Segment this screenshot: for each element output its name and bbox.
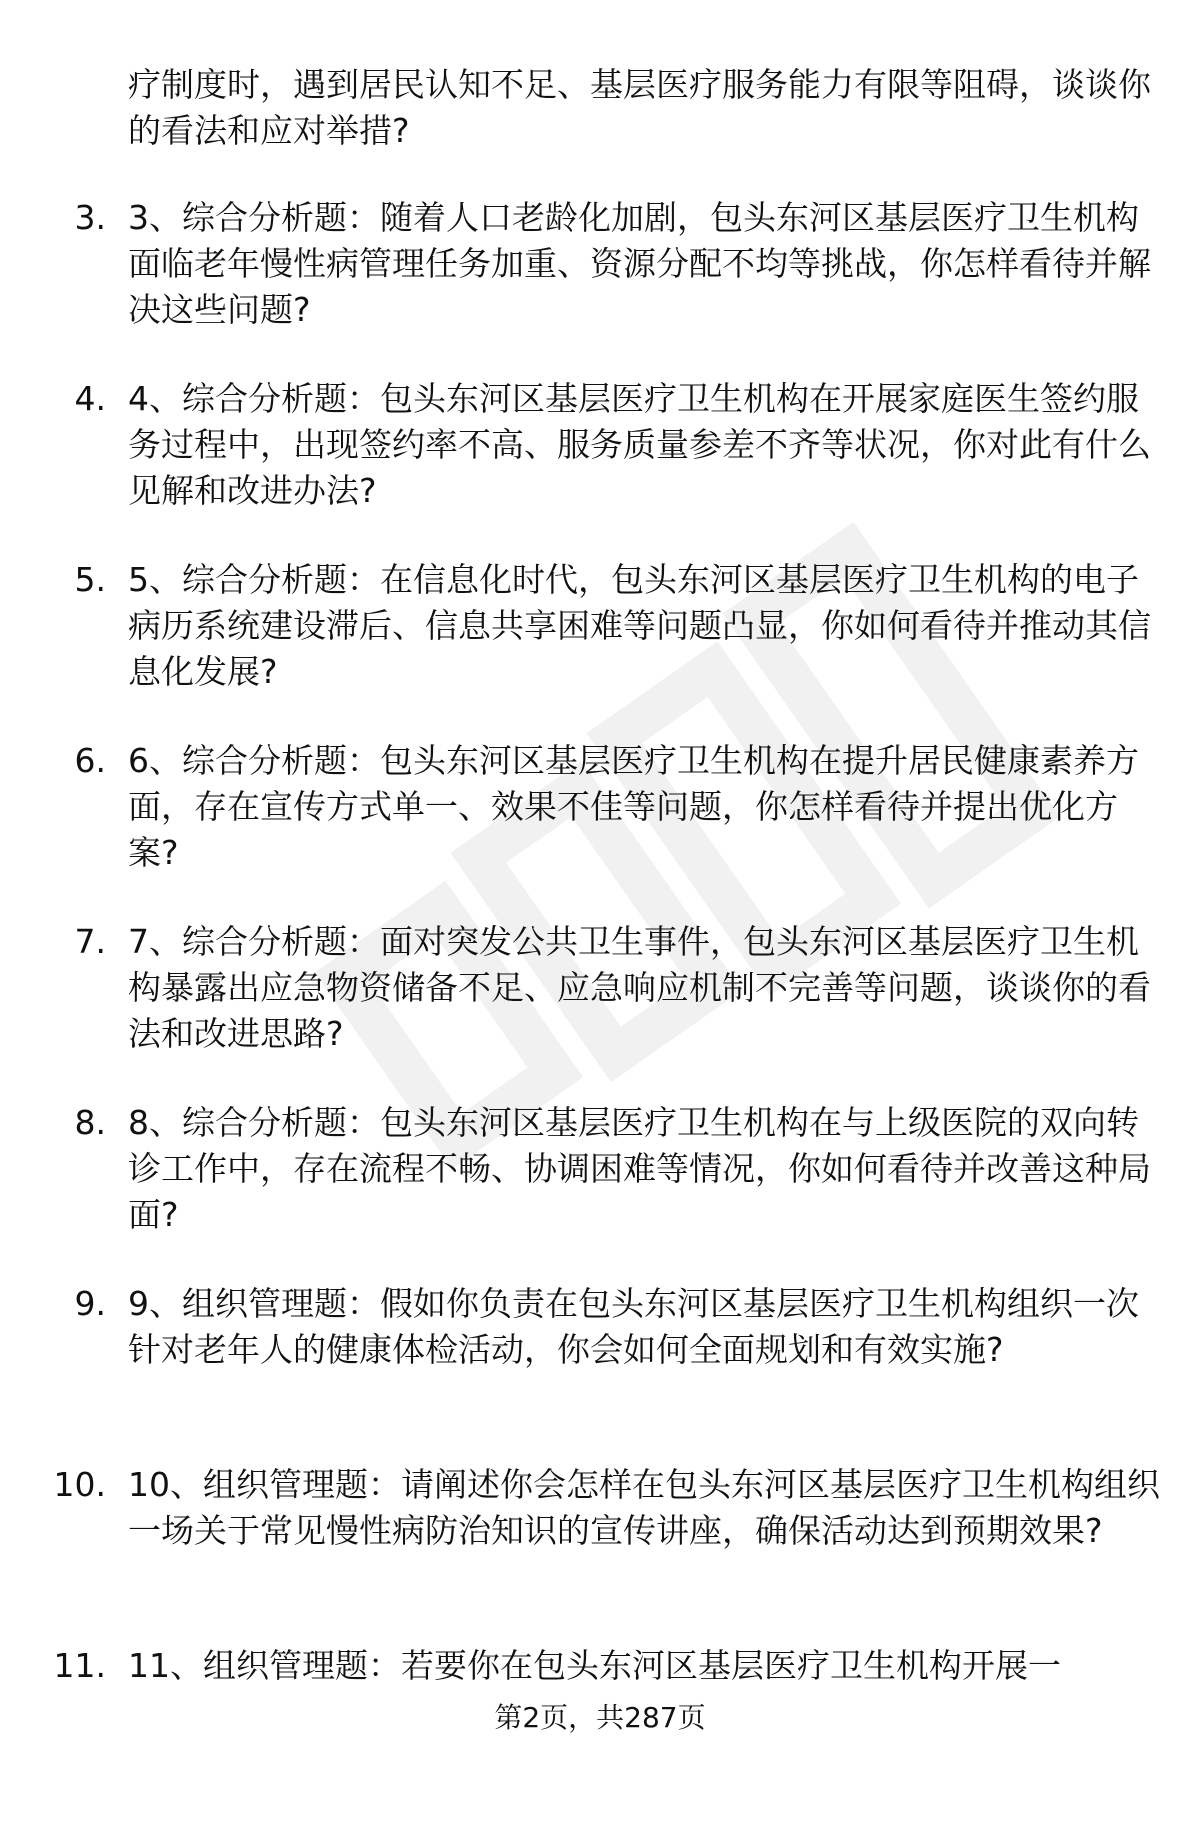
question-number: 9. <box>74 1284 106 1323</box>
question-text: 9、组织管理题：假如你负责在包头东河区基层医疗卫生机构组织一次针对老年人的健康体检活动，你会如何全面规划和有效实施? <box>128 1284 1139 1369</box>
list-item <box>0 195 1200 376</box>
list-item <box>0 1100 1200 1281</box>
question-number: 11. <box>53 1646 106 1685</box>
question-number: 3. <box>74 198 106 237</box>
list-item <box>0 1281 1200 1462</box>
list-item <box>0 376 1200 557</box>
question-text: 11、组织管理题：若要你在包头东河区基层医疗卫生机构开展一 <box>128 1646 1061 1685</box>
list-item <box>0 919 1200 1100</box>
question-text: 10、组织管理题：请阐述你会怎样在包头东河区基层医疗卫生机构组织一场关于常见慢性病防治知识的宣传讲座，确保活动达到预期效果? <box>128 1465 1160 1550</box>
question-text: 8、综合分析题：包头东河区基层医疗卫生机构在与上级医院的双向转诊工作中，存在流程不畅、协调困难等情况，你如何看待并改善这种局面? <box>128 1103 1151 1234</box>
question-number: 5. <box>74 560 106 599</box>
page-footer: 第2页，共287页 <box>494 1701 706 1734</box>
question-text: 6、综合分析题：包头东河区基层医疗卫生机构在提升居民健康素养方面，存在宣传方式单一、效果不佳等问题，你怎样看待并提出优化方案? <box>128 741 1139 872</box>
question-number: 6. <box>74 741 106 780</box>
question-text: 4、综合分析题：包头东河区基层医疗卫生机构在开展家庭医生签约服务过程中，出现签约率不高、服务质量参差不齐等状况，你对此有什么见解和改进办法? <box>128 379 1151 510</box>
list-item <box>0 738 1200 919</box>
question-list <box>0 195 1200 1824</box>
list-item <box>0 1462 1200 1643</box>
question-text: 5、综合分析题：在信息化时代，包头东河区基层医疗卫生机构的电子病历系统建设滞后、信息共享困难等问题凸显，你如何看待并推动其信息化发展? <box>128 560 1151 691</box>
list-item <box>0 557 1200 738</box>
question-number: 4. <box>74 379 106 418</box>
question-number: 10. <box>53 1465 106 1504</box>
question-text: 3、综合分析题：随着人口老龄化加剧，包头东河区基层医疗卫生机构面临老年慢性病管理任务加重、资源分配不均等挑战，你怎样看待并解决这些问题? <box>128 198 1151 329</box>
question-number: 7. <box>74 922 106 961</box>
question-number: 8. <box>74 1103 106 1142</box>
question-text: 7、综合分析题：面对突发公共卫生事件，包头东河区基层医疗卫生机构暴露出应急物资储备不足、应急响应机制不完善等问题，谈谈你的看法和改进思路? <box>128 922 1151 1053</box>
continuation-text: 疗制度时，遇到居民认知不足、基层医疗服务能力有限等阻碍，谈谈你的看法和应对举措? <box>128 65 1151 150</box>
